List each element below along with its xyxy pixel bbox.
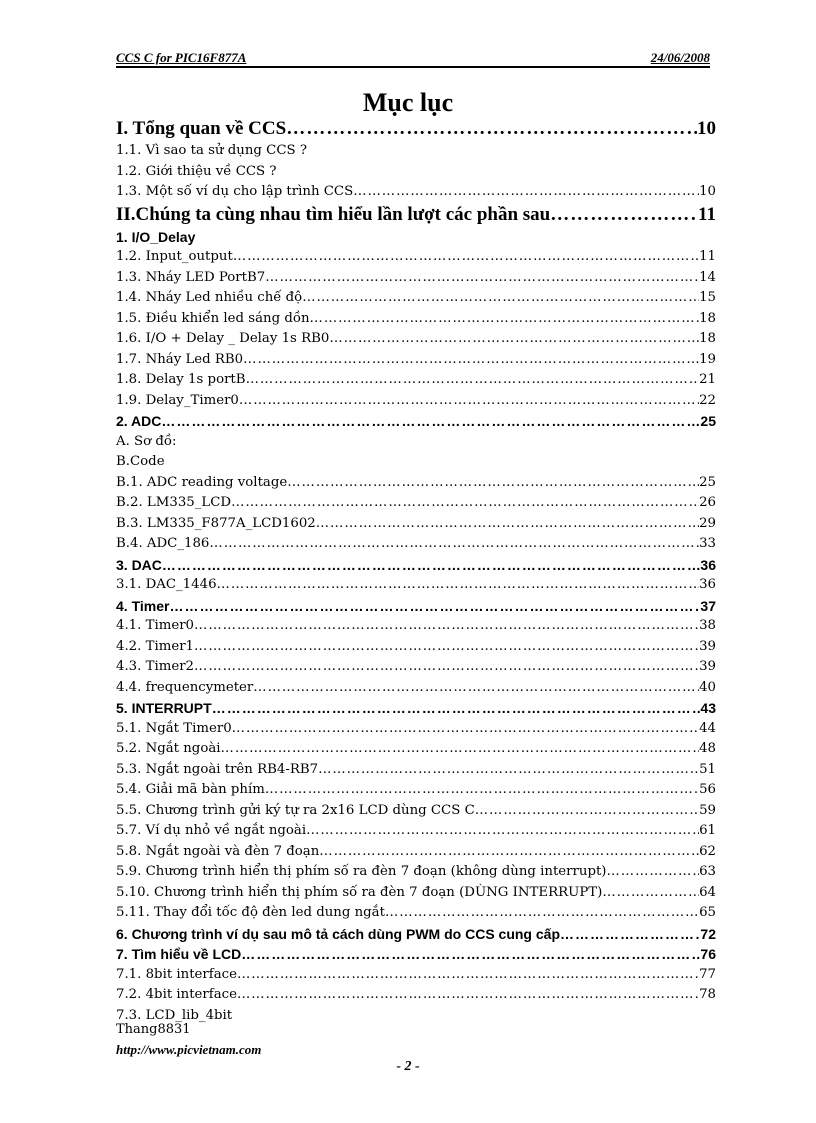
toc-leader-dots [475, 801, 699, 822]
toc-entry[interactable] [116, 719, 716, 740]
toc-leader-dots [194, 657, 699, 678]
toc-entry[interactable] [116, 493, 716, 514]
toc-entry[interactable] [116, 329, 716, 350]
toc-entry[interactable] [116, 985, 716, 1006]
toc-entry[interactable] [116, 698, 716, 719]
toc-entry-page: 18 [699, 310, 716, 326]
toc-entry-label: 1.2. Giới thiệu về CCS ? [116, 163, 277, 179]
toc-entry[interactable] [116, 924, 716, 945]
footer-author: Thang8831 [116, 1022, 191, 1037]
toc-leader-dots [318, 760, 699, 781]
toc-entry-label: 1. I/O_Delay [116, 228, 196, 245]
toc-entry-label: B.2. LM335_LCD [116, 495, 232, 510]
toc-entry-label: I. Tổng quan về CCS [116, 118, 287, 139]
toc-entry[interactable] [116, 637, 716, 658]
toc-entry-label: 5.7. Ví dụ nhỏ về ngắt ngoài [116, 823, 307, 838]
toc-leader-dots [239, 391, 699, 412]
toc-entry-page: 33 [699, 536, 716, 551]
toc-entry[interactable] [116, 1006, 716, 1027]
toc-entry-page: 22 [699, 392, 716, 408]
toc-entry-page: 11 [698, 203, 716, 225]
toc-entry[interactable] [116, 616, 716, 637]
toc-entry-page: 77 [699, 966, 716, 982]
page-header [116, 50, 710, 68]
toc-entry[interactable] [116, 965, 716, 986]
toc-entry-label: 6. Chương trình ví dụ sau mô tả cách dùng PWM do CCS cung cấp [116, 925, 561, 942]
toc-entry[interactable] [116, 203, 716, 227]
toc-entry-page: 37 [700, 597, 716, 614]
toc-leader-dots [209, 534, 699, 555]
toc-entry-page: 18 [699, 331, 716, 346]
toc-leader-dots [232, 719, 699, 740]
toc-entry-page: 29 [699, 515, 716, 531]
toc-entry-page: 63 [699, 864, 716, 879]
toc-entry[interactable] [116, 555, 716, 576]
toc-entry-page: 26 [699, 495, 716, 510]
toc-entry-label: 3. DAC [116, 556, 162, 573]
toc-leader-dots [329, 329, 699, 350]
toc-entry-label: 1.4. Nháy Led nhiều chế độ [116, 290, 303, 305]
toc-leader-dots [246, 370, 700, 391]
toc-entry-label: 2. ADC [116, 413, 162, 429]
toc-entry-label: 5.3. Ngắt ngoài trên RB4-RB7 [116, 761, 319, 777]
toc-entry[interactable] [116, 514, 716, 535]
toc-entry[interactable] [116, 227, 716, 248]
toc-entry[interactable] [116, 268, 716, 289]
toc-leader-dots [560, 924, 700, 945]
toc-leader-dots [231, 493, 699, 514]
toc-entry-page: 14 [699, 269, 716, 285]
toc-entry[interactable] [116, 801, 716, 822]
toc-entry[interactable] [116, 141, 716, 162]
toc-leader-dots [162, 555, 701, 576]
toc-entry[interactable] [116, 862, 716, 883]
toc-entry-label: 7.3. LCD_lib_4bit [116, 1007, 233, 1023]
toc-leader-dots [353, 182, 699, 203]
toc-entry-label: B.4. ADC_186 [116, 536, 210, 551]
toc-leader-dots [243, 350, 699, 371]
toc-entry-page: 72 [700, 925, 716, 942]
toc-entry-label: 7. Tìm hiểu về LCD [116, 946, 242, 962]
toc-leader-dots [310, 309, 700, 330]
toc-leader-dots [169, 596, 700, 617]
toc-entry-label: 5.9. Chương trình hiển thị phím số ra đèn 7 đoạn (không dùng interrupt) [116, 864, 607, 879]
toc-entry[interactable] [116, 391, 716, 412]
toc-entry[interactable] [116, 117, 716, 141]
toc-entry-page: 76 [700, 946, 716, 962]
toc-entry-page: 25 [699, 474, 716, 490]
toc-entry-label: 3.1. DAC_1446 [116, 577, 217, 592]
toc-entry-page: 39 [699, 638, 716, 654]
toc-entry[interactable] [116, 780, 716, 801]
toc-entry-label: 1.1. Vì sao ta sử dụng CCS ? [116, 143, 307, 158]
toc-entry-page: 10 [697, 118, 716, 139]
toc-entry-label: B.Code [116, 454, 165, 469]
toc-leader-dots [385, 903, 699, 924]
toc-leader-dots [194, 616, 699, 637]
toc-entry[interactable] [116, 309, 716, 330]
toc-entry[interactable] [116, 162, 716, 183]
toc-entry-label: 1.3. Nháy LED PortB7 [116, 269, 266, 285]
toc-leader-dots [212, 698, 701, 719]
toc-leader-dots [550, 203, 698, 227]
toc-entry[interactable] [116, 842, 716, 863]
toc-entry-label: 1.2. Input_output [116, 249, 233, 264]
toc-entry-page: 38 [699, 618, 716, 633]
toc-entry[interactable] [116, 657, 716, 678]
toc-entry-page: 51 [699, 761, 716, 777]
toc-entry-label: 1.6. I/O + Delay _ Delay 1s RB0 [116, 331, 330, 346]
toc-leader-dots [194, 637, 699, 658]
toc-leader-dots [161, 411, 700, 432]
toc-leader-dots [241, 944, 700, 965]
table-of-contents [116, 117, 716, 1026]
toc-entry-page: 56 [699, 782, 716, 797]
toc-leader-dots [607, 862, 700, 883]
toc-entry[interactable] [116, 411, 716, 432]
toc-entry-label: B.1. ADC reading voltage [116, 474, 288, 490]
toc-entry-label: B.3. LM335_F877A_LCD1602 [116, 515, 316, 531]
toc-leader-dots [316, 514, 699, 535]
toc-entry-page: 25 [700, 413, 716, 429]
toc-entry-label: II.Chúng ta cùng nhau tìm hiểu lần lượt các phần sau [116, 203, 551, 225]
toc-leader-dots [233, 247, 699, 268]
toc-leader-dots [602, 883, 699, 904]
toc-entry-page: 36 [699, 577, 716, 592]
toc-entry-label: 4.3. Timer2 [116, 659, 195, 674]
toc-entry-page: 10 [699, 184, 716, 199]
toc-entry-label: 1.5. Điều khiển led sáng dồn [116, 310, 310, 326]
toc-entry-label: 5.1. Ngắt Timer0 [116, 720, 232, 736]
toc-leader-dots [221, 739, 700, 760]
toc-entry-page: 64 [699, 884, 716, 900]
toc-entry[interactable] [116, 739, 716, 760]
toc-entry-page: 65 [699, 905, 716, 920]
toc-entry[interactable] [116, 883, 716, 904]
toc-entry-page: 61 [699, 823, 716, 838]
header-document-title: CCS C for PIC16F877A [116, 50, 247, 65]
toc-entry-label: A. Sơ đồ: [116, 433, 177, 449]
toc-entry-label: 7.2. 4bit interface [116, 987, 237, 1002]
toc-entry-page: 21 [699, 372, 716, 387]
header-date: 24/06/2008 [650, 50, 710, 65]
toc-leader-dots [265, 780, 699, 801]
toc-entry[interactable] [116, 350, 716, 371]
toc-entry[interactable] [116, 903, 716, 924]
toc-entry[interactable] [116, 288, 716, 309]
toc-entry-label: 4.2. Timer1 [116, 638, 195, 654]
toc-entry[interactable] [116, 370, 716, 391]
toc-entry-label: 1.7. Nháy Led RB0 [116, 351, 244, 367]
toc-leader-dots [302, 288, 699, 309]
toc-entry-page: 15 [699, 290, 716, 305]
toc-entry[interactable] [116, 247, 716, 268]
toc-entry-page: 36 [700, 556, 716, 573]
toc-entry[interactable] [116, 182, 716, 203]
toc-leader-dots [319, 842, 699, 863]
toc-entry-label: 5.10. Chương trình hiển thị phím số ra đèn 7 đoạn (DÙNG INTERRUPT) [116, 884, 603, 900]
toc-entry-page: 40 [699, 679, 716, 695]
toc-leader-dots [265, 268, 699, 289]
toc-entry-page: 78 [699, 987, 716, 1002]
toc-entry-label: 7.1. 8bit interface [116, 966, 237, 982]
toc-leader-dots [253, 678, 699, 699]
toc-entry-label: 1.8. Delay 1s portB [116, 372, 246, 387]
toc-entry-page: 39 [699, 659, 716, 674]
toc-entry[interactable] [116, 821, 716, 842]
toc-leader-dots [306, 821, 699, 842]
toc-entry-page: 62 [699, 843, 716, 859]
toc-leader-dots [237, 985, 699, 1006]
toc-entry[interactable] [116, 944, 716, 965]
toc-entry-label: 1.3. Một số ví dụ cho lập trình CCS [116, 184, 354, 199]
toc-entry-label: 5.5. Chương trình gửi ký tự ra 2x16 LCD dùng CCS C [116, 802, 475, 818]
toc-entry-label: 4.1. Timer0 [116, 618, 195, 633]
page-title: Mục lục [362, 88, 454, 117]
toc-leader-dots [287, 473, 699, 494]
page-number: - 2 - [396, 1059, 420, 1074]
toc-entry[interactable] [116, 473, 716, 494]
toc-leader-dots [286, 117, 697, 141]
toc-entry[interactable] [116, 534, 716, 555]
toc-entry-label: 5. INTERRUPT [116, 700, 212, 716]
toc-entry-page: 44 [699, 720, 716, 736]
toc-entry-label: 4.4. frequencymeter [116, 679, 254, 695]
toc-entry[interactable] [116, 575, 716, 596]
toc-entry-label: 1.9. Delay_Timer0 [116, 392, 239, 408]
toc-entry-label: 5.11. Thay đổi tốc độ đèn led dung ngắt [116, 905, 385, 920]
toc-entry-label: 5.4. Giải mã bàn phím [116, 782, 265, 797]
toc-entry-page: 11 [699, 249, 716, 264]
toc-entry-page: 48 [699, 741, 716, 756]
toc-entry[interactable] [116, 596, 716, 617]
toc-entry-page: 19 [699, 351, 716, 367]
toc-leader-dots [237, 965, 699, 986]
toc-entry[interactable] [116, 678, 716, 699]
toc-entry[interactable] [116, 760, 716, 781]
toc-leader-dots [217, 575, 700, 596]
toc-entry-label: 5.8. Ngắt ngoài và đèn 7 đoạn [116, 843, 320, 859]
toc-entry-label: 4. Timer [116, 597, 170, 614]
footer-url: http://www.picvietnam.com [116, 1042, 262, 1057]
toc-entry[interactable] [116, 432, 716, 453]
toc-entry[interactable] [116, 452, 716, 473]
toc-entry-page: 59 [699, 802, 716, 818]
toc-entry-label: 5.2. Ngắt ngoài [116, 741, 221, 756]
toc-entry-page: 43 [700, 700, 716, 716]
